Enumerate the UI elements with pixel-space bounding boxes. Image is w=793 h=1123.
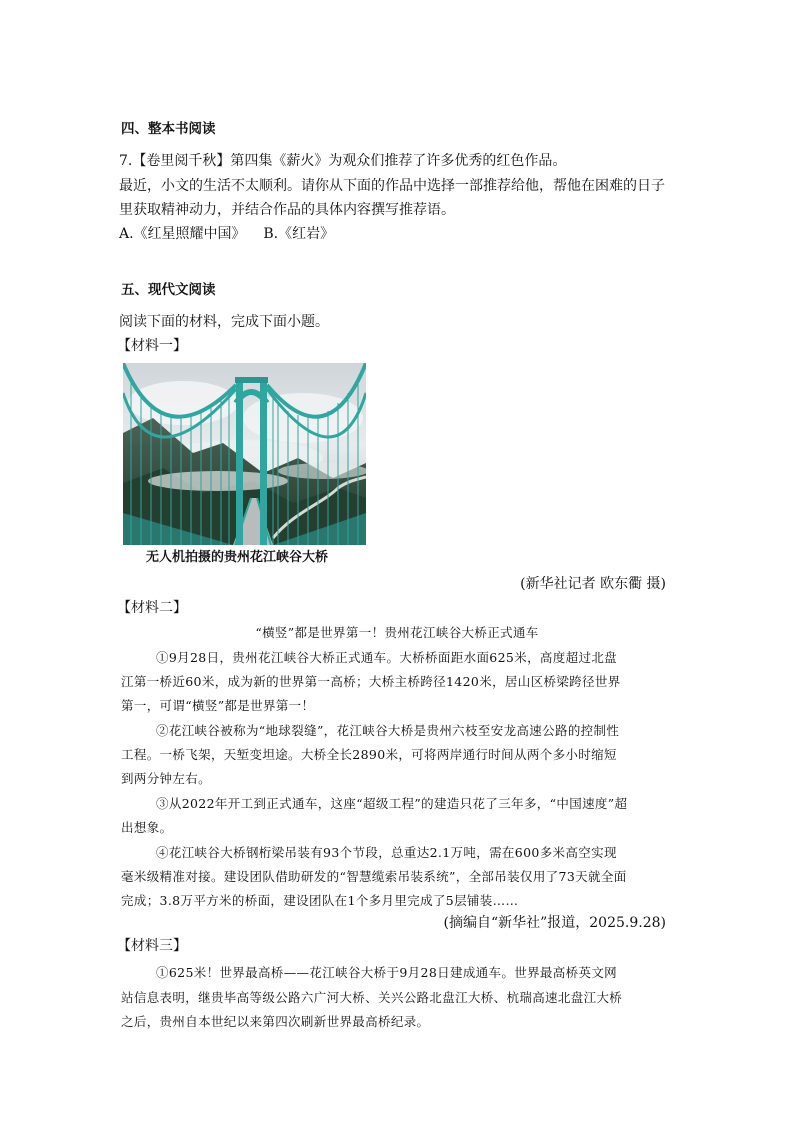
material-2-p3-line-2: 出想象。 bbox=[121, 820, 173, 835]
material-2-p1-line-1: ①9月28日，贵州花江峡谷大桥正式通车。大桥桥面距水面625米，高度超过北盘 bbox=[156, 650, 618, 665]
material-2-source: (摘编自“新华社”报道，2025.9.28) bbox=[443, 915, 666, 931]
material-2-p2-line-3: 到两分钟左右。 bbox=[121, 771, 211, 786]
question-7-line-3: 里获取精神动力，并结合作品的具体内容撰写推荐语。 bbox=[119, 202, 455, 218]
question-7-line-2: 最近，小文的生活不太顺利。请你从下面的作品中选择一部推荐给他，帮他在困难的日子 bbox=[119, 178, 665, 194]
material-2-p3-line-1: ③从2022年开工到正式通车，这座“超级工程”的建造只花了三年多，“中国速度”超 bbox=[156, 796, 628, 811]
material-2-p1-line-2: 江第一桥近60米，成为新的世界第一高桥；大桥主桥跨径1420米，居山区桥梁跨径世界 bbox=[121, 674, 621, 689]
material-2-p2-line-2: 工程。一桥飞架，天堑变坦途。大桥全长2890米，可将两岸通行时间从两个多小时缩短 bbox=[121, 747, 617, 762]
material-1-label: 【材料一】 bbox=[117, 338, 187, 354]
material-2-title: “横竖”都是世界第一！贵州花江峡谷大桥正式通车 bbox=[255, 625, 539, 640]
question-7-options: A.《红星照耀中国》 B.《红岩》 bbox=[119, 226, 335, 242]
material-2-p2-line-1: ②花江峡谷被称为“地球裂缝”，花江峡谷大桥是贵州六枝至安龙高速公路的控制性 bbox=[156, 723, 620, 738]
question-7-line-1: 7.【卷里阅千秋】第四集《薪火》为观众们推荐了许多优秀的红色作品。 bbox=[119, 153, 567, 169]
photo-credit: (新华社记者 欧东衢 摄) bbox=[520, 576, 666, 592]
reading-intro: 阅读下面的材料，完成下面小题。 bbox=[119, 314, 329, 330]
material-3-label: 【材料三】 bbox=[117, 938, 187, 954]
material-3-p1-line-3: 之后，贵州自本世纪以来第四次刷新世界最高桥纪录。 bbox=[121, 1014, 430, 1029]
section-heading-modern-reading: 五、现代文阅读 bbox=[121, 282, 216, 298]
material-2-p1-line-3: 第一，可谓“横竖”都是世界第一！ bbox=[121, 698, 315, 713]
material-2-p4-line-1: ④花江峡谷大桥钢桁梁吊装有93个节段，总重达2.1万吨，需在600多米高空实现 bbox=[156, 845, 617, 860]
material-3-p1-line-2: 站信息表明，继贵毕高等级公路六广河大桥、关兴公路北盘江大桥、杭瑞高速北盘江大桥 bbox=[121, 990, 623, 1005]
bridge-photo bbox=[123, 363, 366, 545]
material-3-p1-line-1: ①625米！世界最高桥——花江峡谷大桥于9月28日建成通车。世界最高桥英文网 bbox=[156, 965, 618, 980]
material-2-label: 【材料二】 bbox=[117, 600, 187, 616]
section-heading-whole-book-reading: 四、整本书阅读 bbox=[121, 121, 216, 137]
photo-caption: 无人机拍摄的贵州花江峡谷大桥 bbox=[146, 550, 329, 565]
material-2-p4-line-3: 完成；3.8万平方米的桥面，建设团队在1个多月里完成了5层铺装…… bbox=[121, 893, 519, 908]
material-2-p4-line-2: 毫米级精准对接。建设团队借助研发的“智慧缆索吊装系统”，全部吊装仅用了73天就全面 bbox=[121, 869, 627, 884]
